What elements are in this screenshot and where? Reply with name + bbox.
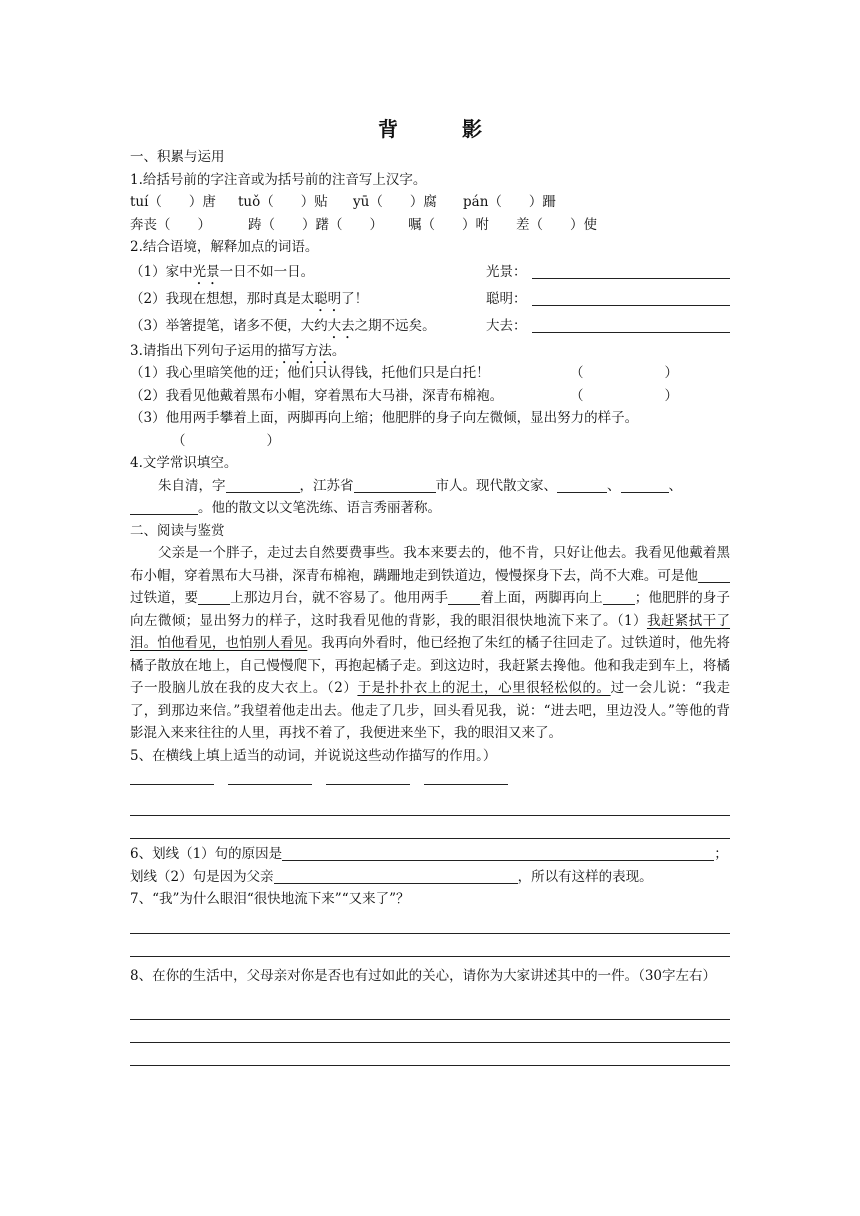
dotted-word: 光景 <box>192 263 220 280</box>
word-item: 嘱（ ）咐 <box>408 216 489 233</box>
fill-blank[interactable] <box>621 478 669 493</box>
answer-blank[interactable] <box>424 770 508 785</box>
question-2-item-2: （2）我现在想想，那时真是太聪明了！ 聪明： <box>130 286 730 313</box>
definition-label: 大去： <box>486 317 527 334</box>
answer-paren[interactable]: （ ） <box>570 365 678 381</box>
answer-blank[interactable] <box>326 770 410 785</box>
reading-passage: 父亲是一个胖子，走过去自然要费事些。我本来要去的，他不肯，只好让他去。我看见他戴着黑布小帽，穿着黑布大马褂，深青布棉袍，蹒跚地走到铁道边，慢慢探身下去，尚不大难。可是他过铁道，要 上那边月台，就不容易了。他用两手 着上面，两脚再向上 ；他肥胖的身子向左微倾；显出努力的样子，这时我看见他的背影，我的眼泪很快地流下来了。（1）我赶紧拭干了泪。怕他看见，也怕别人看见。我再向外看时，他已经抱了朱红的橘子往回走了。过铁道时，他先将橘子散放在地上，自己慢慢爬下，再抱起橘子走。到这边时，我赶紧去搀他。他和我走到车上，将橘子一股脑儿放在我的皮大衣上。（2）于是扑扑衣上的泥土，心里很轻松似的。过一会儿说：“我走了，到那边来信。”我望着他走出去。他走了几步，回头看见我，说：“进去吧，里边没人。”等他的背影混入来来往往的人里，再找不着了，我便进来坐下，我的眼泪又来了。 <box>130 545 731 741</box>
fill-blank[interactable] <box>557 478 607 493</box>
question-1: 1.给括号前的字注音或为括号前的注音写上汉字。 <box>130 171 427 188</box>
answer-line[interactable] <box>130 997 730 1020</box>
pinyin-item: tuí（ ）唐 <box>130 194 216 210</box>
fill-blank[interactable] <box>354 478 436 493</box>
question-3: 3.请指出下列句子运用的描写方法。 <box>130 342 346 359</box>
worksheet <box>130 112 730 1066</box>
question-2-item-1: （1）家中光景一日不如一日。 光景： <box>130 259 730 286</box>
answer-line[interactable] <box>130 1020 730 1043</box>
question-1-row-1 <box>130 191 730 214</box>
answer-paren[interactable]: （ ） <box>172 432 280 449</box>
question-6-b: 划线（2）句是因为父亲 ，所以有这样的表现。 <box>130 868 653 885</box>
word-item: 踌（ ）躇（ ） <box>248 216 383 233</box>
fill-blank[interactable] <box>226 478 300 493</box>
word-item: 差（ ）使 <box>516 216 597 233</box>
fill-blank[interactable] <box>603 590 635 605</box>
fill-blank[interactable] <box>130 500 198 515</box>
answer-line[interactable] <box>130 816 730 839</box>
fill-blank[interactable] <box>448 590 480 605</box>
question-6-a: 6、划线（1）句的原因是 ； <box>130 846 728 862</box>
question-3-item-1: （1）我心里暗笑他的迂；他们只认得钱，托他们只是白托！ （ ） <box>130 365 678 381</box>
question-8: 8、在你的生活中，父母亲对你是否也有过如此的关心，请你为大家讲述其中的一件。（30字左右） <box>130 967 717 984</box>
question-4-line-1: 朱自清，字 ，江苏省 市人。现代散文家、 、 、 <box>158 477 682 494</box>
fill-blank[interactable] <box>282 846 714 861</box>
fill-blank[interactable] <box>274 869 518 884</box>
question-2: 2.结合语境，解释加点的词语。 <box>130 239 319 255</box>
question-2-item-3: （3）举箸提笔，诸多不便，大约大去之期不远矣。 大去： <box>130 313 730 340</box>
section-heading-1: 一、积累与运用 <box>130 149 225 165</box>
question-4-line-2: 。他的散文以文笔洗练、语言秀丽著称。 <box>130 497 730 520</box>
dotted-word: 聪明 <box>314 290 342 307</box>
underlined-sentence-2: 于是扑扑衣上的泥土，心里很轻松似的。 <box>357 680 611 696</box>
question-5: 5、在横线上填上适当的动词，并说说这些动作描写的作用。） <box>130 747 497 764</box>
answer-paren[interactable]: （ ） <box>570 387 678 404</box>
question-5-blanks <box>130 767 730 793</box>
question-1-row-2 <box>130 214 730 237</box>
answer-blank[interactable] <box>228 770 312 785</box>
pinyin-item: tuǒ（ ）贴 <box>238 194 328 210</box>
pinyin-item: yū（ ）腐 <box>353 194 437 210</box>
definition-label: 聪明： <box>486 290 527 307</box>
dotted-word: 描写方法 <box>277 342 332 359</box>
dotted-word: 大去 <box>327 317 355 334</box>
question-3-item-3-paren <box>130 430 730 453</box>
question-3-item-2: （2）我看见他戴着黑布小帽，穿着黑布大马褂，深青布棉袍。 （ ） <box>130 387 678 404</box>
question-4: 4.文学常识填空。 <box>130 455 238 471</box>
answer-line[interactable] <box>130 1043 730 1066</box>
answer-blank[interactable] <box>130 770 214 785</box>
answer-line[interactable] <box>130 934 730 957</box>
answer-line[interactable] <box>532 278 730 279</box>
fill-blank[interactable] <box>698 568 730 583</box>
fill-blank[interactable] <box>198 590 230 605</box>
definition-label: 光景： <box>486 263 527 280</box>
answer-line[interactable] <box>532 332 730 333</box>
word-item: 奔丧（ ） <box>130 216 211 233</box>
question-7: 7、“我”为什么眼泪“很快地流下来”“又来了”？ <box>130 891 410 907</box>
question-3-item-3: （3）他用两手攀着上面，两脚再向上缩；他肥胖的身子向左微倾，显出努力的样子。 <box>130 410 639 426</box>
page-title: 背 影 <box>378 117 504 141</box>
answer-line[interactable] <box>130 911 730 934</box>
underlined-sentence-1: 我赶紧拭干了泪。怕他看见，也怕别人看见 <box>130 612 731 651</box>
answer-line[interactable] <box>130 793 730 816</box>
pinyin-item: pán（ ）跚 <box>463 194 556 210</box>
section-heading-2: 二、阅读与鉴赏 <box>130 522 225 539</box>
answer-line[interactable] <box>532 305 730 306</box>
